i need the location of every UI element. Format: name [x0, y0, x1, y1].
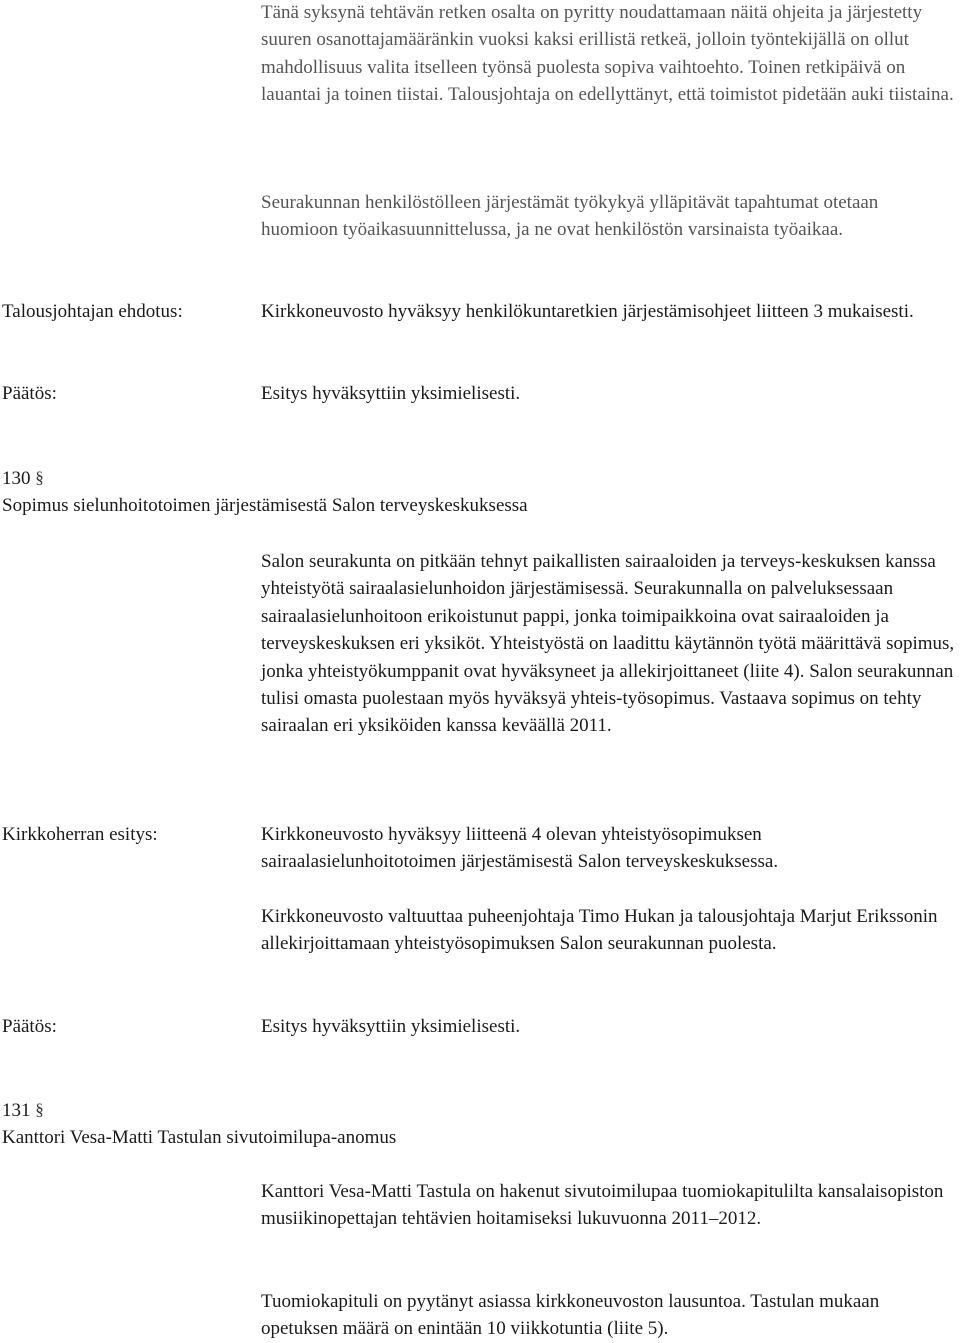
- section-131-paragraph-2: Tuomiokapituli on pyytänyt asiassa kirkkoneuvoston lausuntoa. Tastulan mukaan opetuksen määrä on enintään 10 viikkotuntia (liite 5).: [261, 1291, 880, 1340]
- section-sign: §: [35, 468, 44, 487]
- decision-text: Esitys hyväksyttiin yksimielisesti.: [261, 1016, 521, 1037]
- proposal-label: Kirkkoherran esitys:: [2, 824, 158, 845]
- proposal-text: Kirkkoneuvosto hyväksyy liitteenä 4 olevan yhteistyösopimuksen sairaalasielunhoitotoimen järjestämisestä Salon terveyskeskuksessa.: [261, 824, 779, 873]
- section-number: 130: [2, 468, 31, 489]
- intro-paragraph-2: Seurakunnan henkilöstölleen järjestämät työkykyä ylläpitävät tapahtumat otetaan huomioon työaikasuunnittelussa, ja ne ovat henkilöstön varsinaista työaikaa.: [261, 192, 879, 241]
- intro-paragraph-1: Tänä syksynä tehtävän retken osalta on pyritty noudattamaan näitä ohjeita ja järjestetty suuren osanottajamääränkin vuoksi kaksi erillistä retkeä, jolloin työntekijällä on ollut mahdollisuus valita itselleen työnsä puolesta sopiva vaihtoehto. Toinen retkipäivä on lauantai ja toinen tiistai. Talousjohtaja on edellyttänyt, että toimistot pidetään auki tiistaina.: [261, 2, 954, 106]
- decision-label: Päätös:: [2, 383, 57, 404]
- section-number: 131: [2, 1100, 31, 1121]
- section-title: Sopimus sielunhoitotoimen järjestämisestä Salon terveyskeskuksessa: [2, 495, 528, 517]
- decision-text: Esitys hyväksyttiin yksimielisesti.: [261, 383, 521, 404]
- authorization-text: Kirkkoneuvosto valtuuttaa puheenjohtaja Timo Hukan ja talousjohtaja Marjut Erikssonin allekirjoittamaan yhteistyösopimuksen Salon seurakunnan puolesta.: [261, 906, 938, 955]
- section-131-paragraph-1: Kanttori Vesa-Matti Tastula on hakenut sivutoimilupaa tuomiokapitulilta kansalaisopiston musiikinopettajan tehtävien hoitamiseksi lukuvuonna 2011–2012.: [261, 1181, 944, 1230]
- section-130-body: Salon seurakunta on pitkään tehnyt paikallisten sairaaloiden ja terveys-keskuksen kanssa yhteistyötä sairaalasielunhoidon järjestämisessä. Seurakunnalla on palveluksessaan sairaalasielunhoitoon erikoistunut pappi, jonka toimipaikkoina ovat sairaaloiden ja terveyskeskuksen eri yksiköt. Yhteistyöstä on laadittu käytännön työtä määrittävä sopimus, jonka yhteistyökumppanit ovat hyväksyneet ja allekirjoittaneet (liite 4). Salon seurakunnan tulisi omasta puolestaan myös hyväksyä yhteis-työsopimus. Vastaava sopimus on tehty sairaalan eri yksiköiden kanssa keväällä 2011.: [261, 551, 955, 737]
- decision-label: Päätös:: [2, 1016, 57, 1037]
- section-title: Kanttori Vesa-Matti Tastulan sivutoimilupa-anomus: [2, 1127, 397, 1149]
- section-130-header: [2, 464, 902, 520]
- proposal-label: Talousjohtajan ehdotus:: [2, 301, 183, 322]
- section-sign: §: [35, 1100, 44, 1119]
- proposal-text: Kirkkoneuvosto hyväksyy henkilökuntaretkien järjestämisohjeet liitteen 3 mukaisesti.: [261, 301, 914, 322]
- section-131-header: [2, 1096, 902, 1152]
